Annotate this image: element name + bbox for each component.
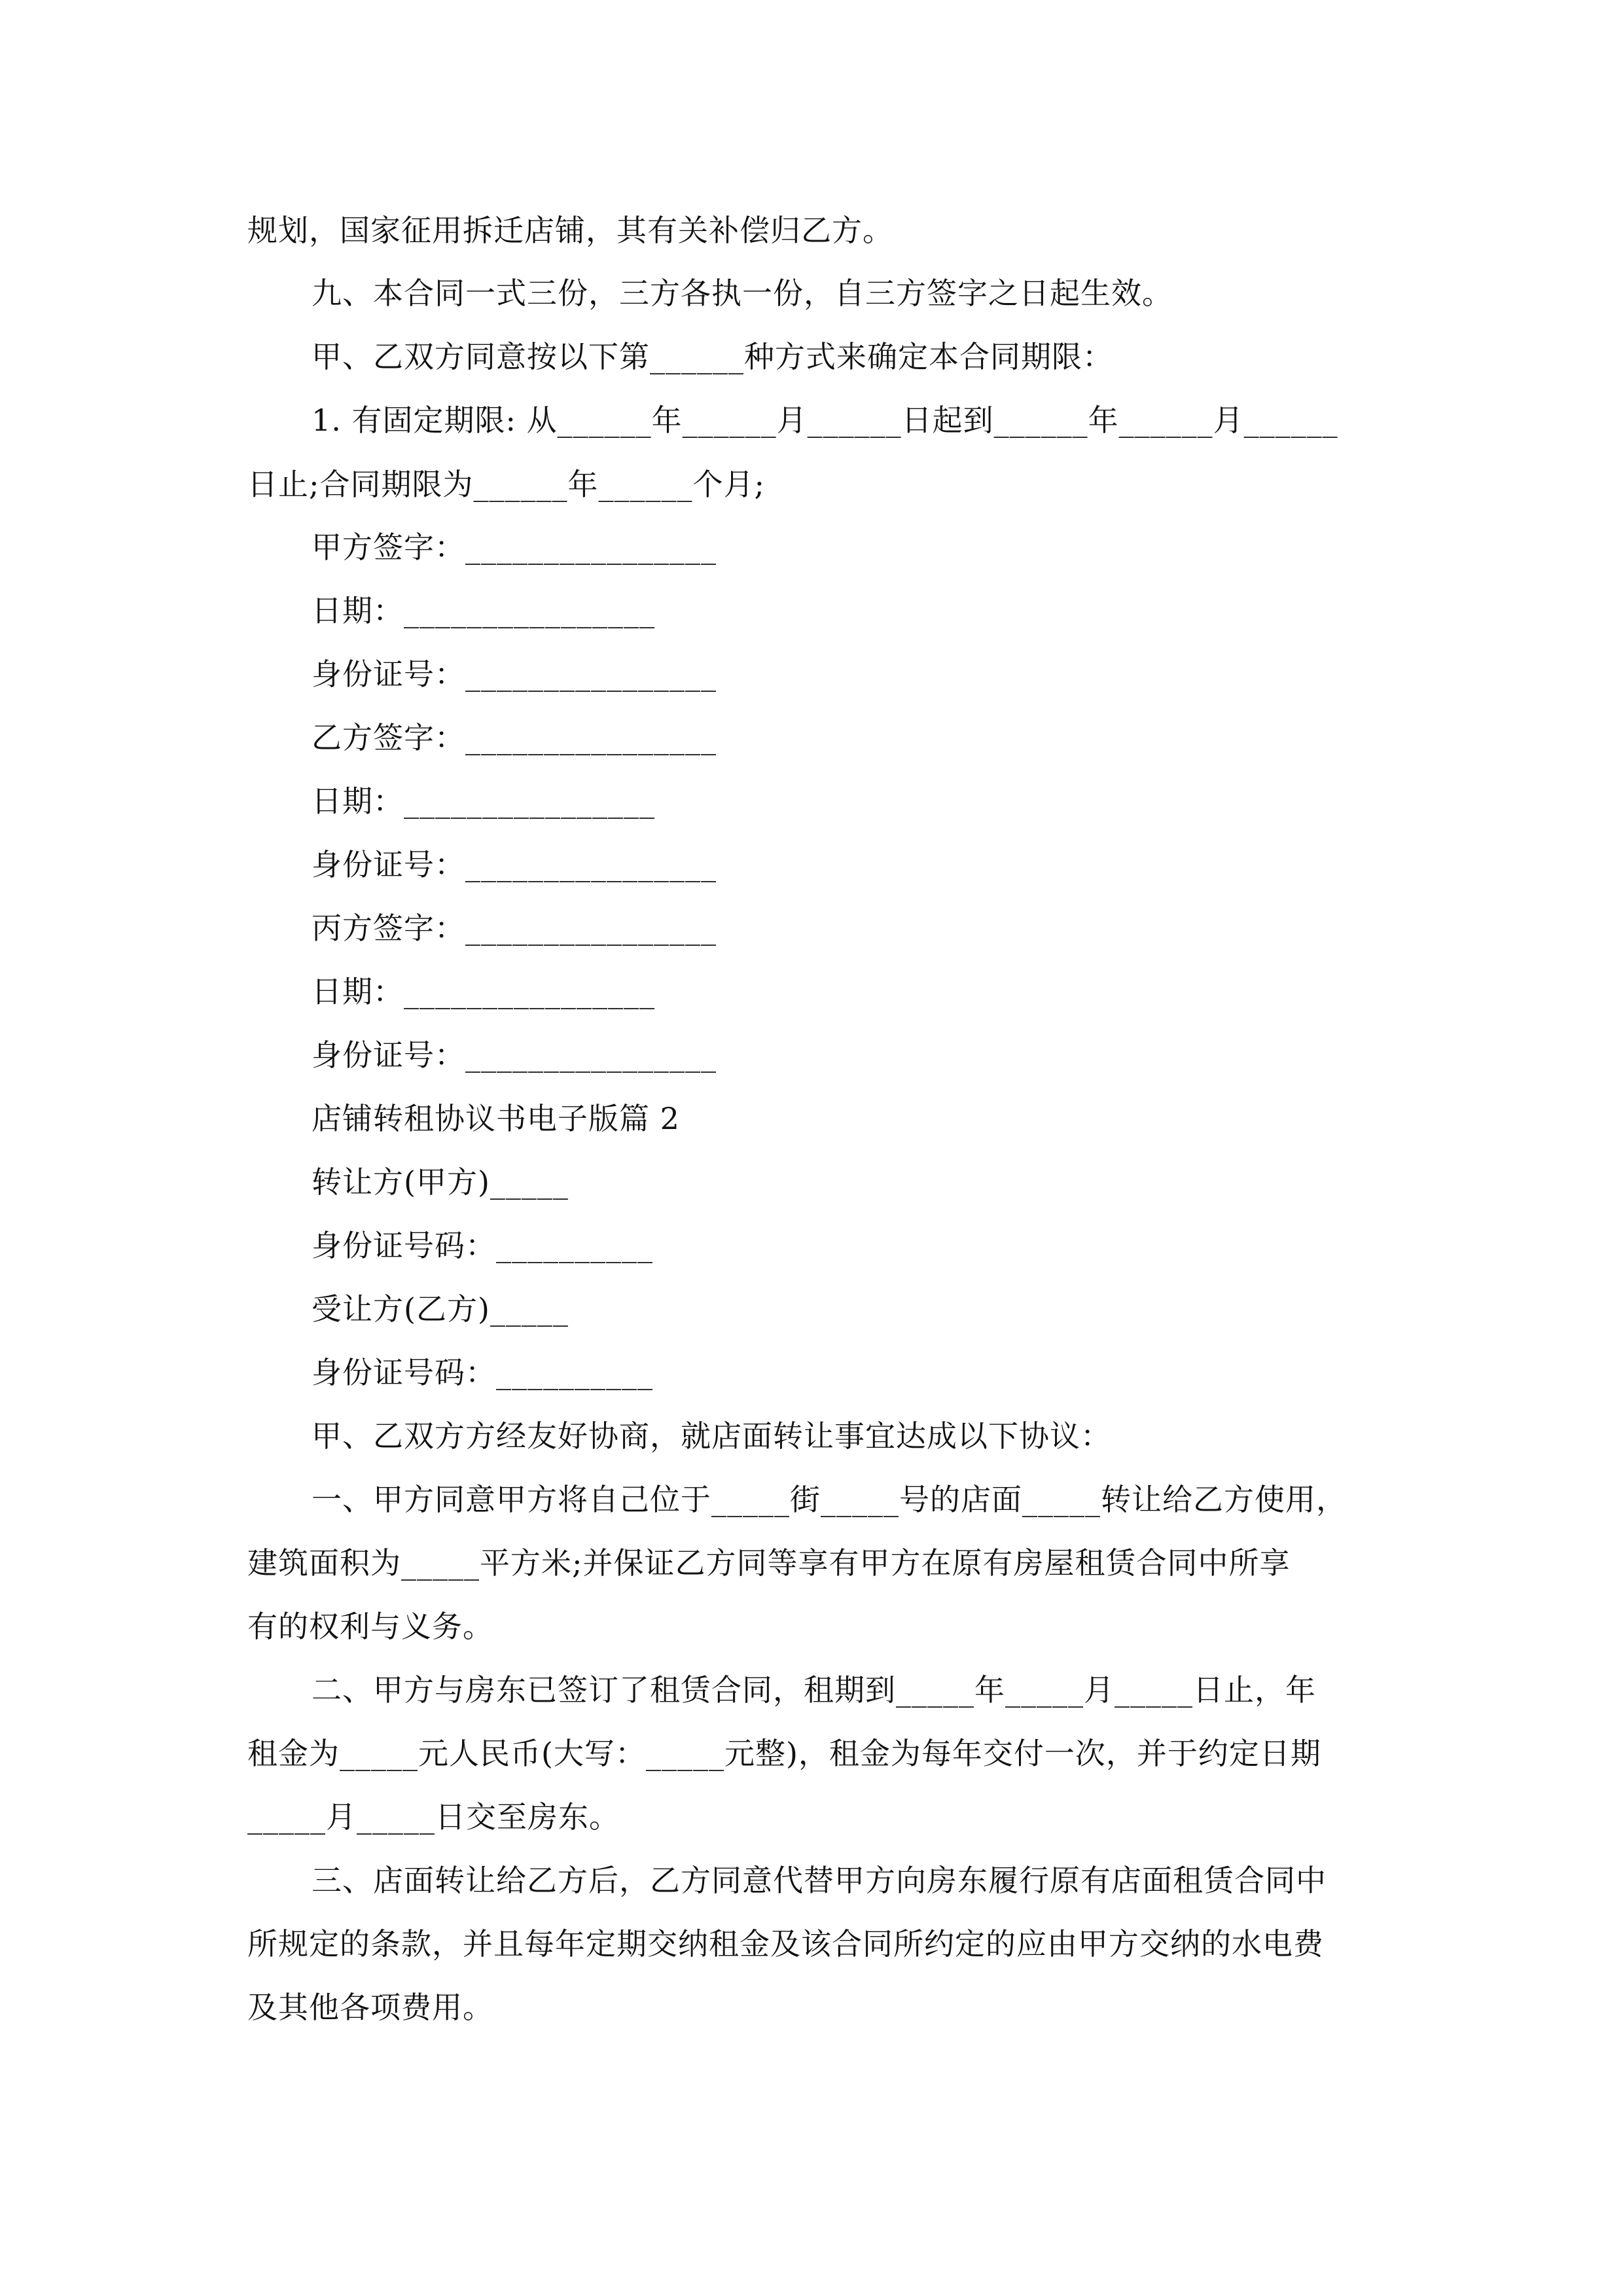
party-b-date: 日期：________________ [312,783,655,819]
transferee-line: 受让方(乙方)_____ [312,1291,569,1327]
clause-three-line: 及其他各项费用。 [247,1990,493,2025]
term-method-line: 甲、乙双方同意按以下第______种方式来确定本合同期限： [312,339,1113,374]
section-title: 店铺转租协议书电子版篇 2 [312,1101,680,1136]
party-c-id: 身份证号：________________ [312,1037,717,1073]
clause-three-line: 三、店面转让给乙方后，乙方同意代替甲方向房东履行原有店面租赁合同中 [312,1863,1327,1898]
transferor-line: 转让方(甲方)_____ [312,1164,569,1200]
clause-nine: 九、本合同一式三份，三方各执一份，自三方签字之日起生效。 [312,276,1173,311]
party-a-date: 日期：________________ [312,593,655,628]
fixed-term-line: 1. 有固定期限: 从______年______月______日起到______年______月______ [312,403,1338,438]
paragraph-line: 规划，国家征用拆迁店铺，其有关补偿归乙方。 [247,213,893,248]
agreement-intro: 甲、乙双方方经友好协商，就店面转让事宜达成以下协议： [312,1418,1111,1454]
party-a-id: 身份证号：________________ [312,656,717,692]
transferor-id: 身份证号码：__________ [312,1228,653,1263]
clause-three-line: 所规定的条款，并且每年定期交纳租金及该合同所约定的应由甲方交纳的水电费 [247,1926,1324,1962]
clause-two-line: 二、甲方与房东已签订了租赁合同，租期到_____年_____月_____日止，年 [312,1672,1316,1708]
party-a-signature: 甲方签字：________________ [312,529,717,565]
clause-one-line: 一、甲方同意甲方将自己位于_____街_____号的店面_____转让给乙方使用， [312,1482,1347,1517]
party-b-signature: 乙方签字：________________ [312,720,717,755]
party-c-signature: 丙方签字：________________ [312,910,717,946]
clause-one-line: 有的权利与义务。 [247,1609,493,1644]
party-b-id: 身份证号：________________ [312,847,717,882]
transferee-id: 身份证号码：__________ [312,1355,653,1390]
clause-one-line: 建筑面积为_____平方米;并保证乙方同等享有甲方在原有房屋租赁合同中所享 [247,1545,1291,1581]
party-c-date: 日期：________________ [312,974,655,1009]
clause-two-line: _____月_____日交至房东。 [247,1799,620,1835]
clause-two-line: 租金为_____元人民币(大写：_____元整)，租金为每年交付一次，并于约定日期 [247,1736,1321,1771]
fixed-term-line-cont: 日止;合同期限为______年______个月; [247,467,765,502]
